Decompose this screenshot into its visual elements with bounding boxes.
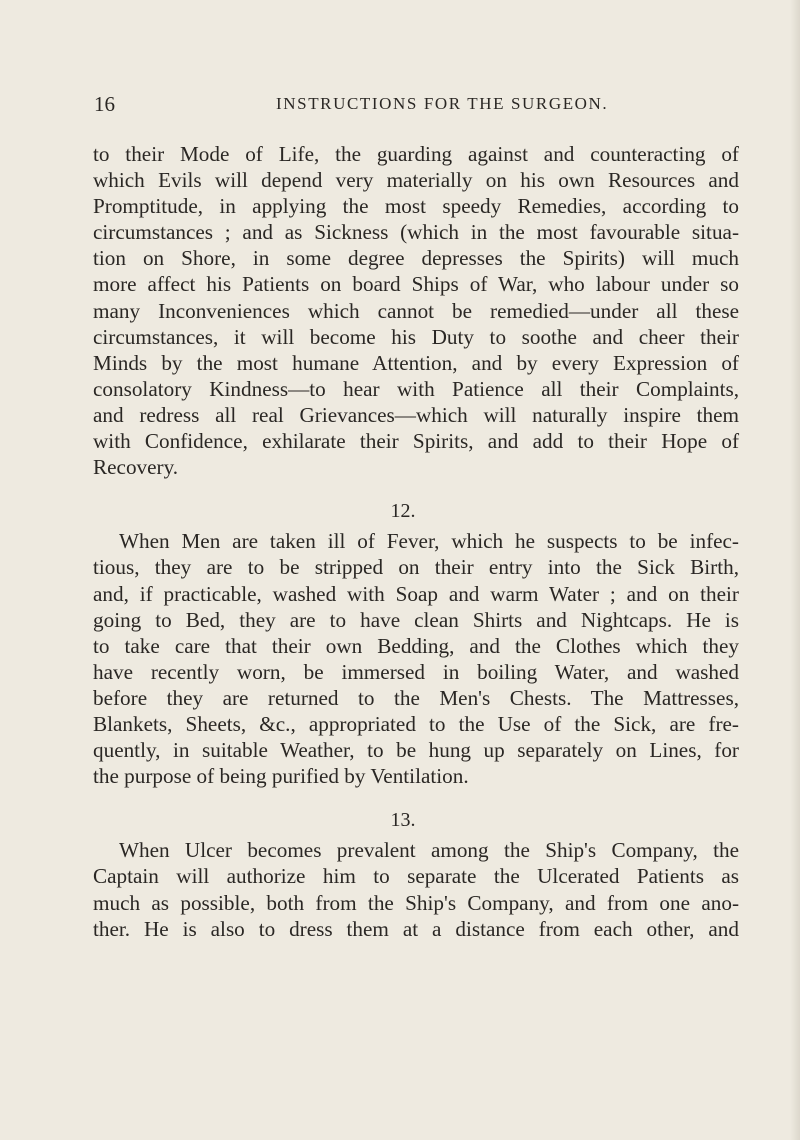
- text-line: circumstances ; and as Sickness (which in the most favourable situa-: [93, 220, 739, 245]
- text-line: have recently worn, be immersed in boiling Water, and washed: [93, 659, 739, 684]
- text-line: When Men are taken ill of Fever, which he suspects to be infec-: [119, 529, 739, 554]
- section-number-13: 13.: [390, 809, 416, 832]
- text-line: When Ulcer becomes prevalent among the Ship's Company, the: [119, 838, 739, 863]
- text-line: circumstances, it will become his Duty to soothe and cheer their: [93, 324, 739, 349]
- text-line: tion on Shore, in some degree depresses the Spirits) will much: [93, 246, 739, 271]
- text-line: more affect his Patients on board Ships of War, who labour under so: [93, 272, 739, 297]
- page-header: [94, 92, 734, 122]
- text-line: going to Bed, they are to have clean Shirts and Nightcaps. He is: [93, 607, 739, 632]
- text-line: Minds by the most humane Attention, and by every Expression of: [93, 350, 739, 375]
- text-line: quently, in suitable Weather, to be hung up separately on Lines, for: [93, 738, 739, 763]
- text-line: Recovery.: [93, 455, 179, 480]
- text-line: with Confidence, exhilarate their Spirits, and add to their Hope of: [93, 429, 739, 454]
- text-line: Promptitude, in applying the most speedy Remedies, according to: [93, 194, 739, 219]
- section-13-paragraph: [93, 837, 739, 941]
- text-line: many Inconveniences which cannot be remedied—under all these: [93, 298, 739, 323]
- text-line: consolatory Kindness—to hear with Patience all their Complaints,: [93, 376, 739, 401]
- text-line: tious, they are to be stripped on their entry into the Sick Birth,: [93, 555, 739, 580]
- text-line: and, if practicable, washed with Soap and warm Water ; and on their: [93, 581, 739, 606]
- text-line: and redress all real Grievances—which will naturally inspire them: [93, 402, 739, 427]
- body-text: [93, 141, 739, 942]
- running-title: INSTRUCTIONS FOR THE SURGEON.: [276, 94, 609, 113]
- text-line: to take care that their own Bedding, and the Clothes which they: [93, 633, 739, 658]
- page-number: 16: [94, 92, 115, 116]
- text-line: before they are returned to the Men's Chests. The Mattresses,: [93, 685, 739, 710]
- text-line: Blankets, Sheets, &c., appropriated to the Use of the Sick, are fre-: [93, 711, 739, 736]
- text-line: ther. He is also to dress them at a distance from each other, and: [93, 916, 739, 941]
- text-line: the purpose of being purified by Ventilation.: [93, 764, 469, 789]
- section-12-paragraph: [93, 528, 739, 789]
- text-line: much as possible, both from the Ship's Company, and from one ano-: [93, 890, 739, 915]
- text-line: which Evils will depend very materially on his own Resources and: [93, 168, 739, 193]
- text-line: to their Mode of Life, the guarding against and counteracting of: [93, 142, 739, 166]
- text-line: Captain will authorize him to separate the Ulcerated Patients as: [93, 864, 739, 889]
- section-number-12: 12.: [390, 500, 416, 523]
- paragraph-continued: [93, 141, 739, 480]
